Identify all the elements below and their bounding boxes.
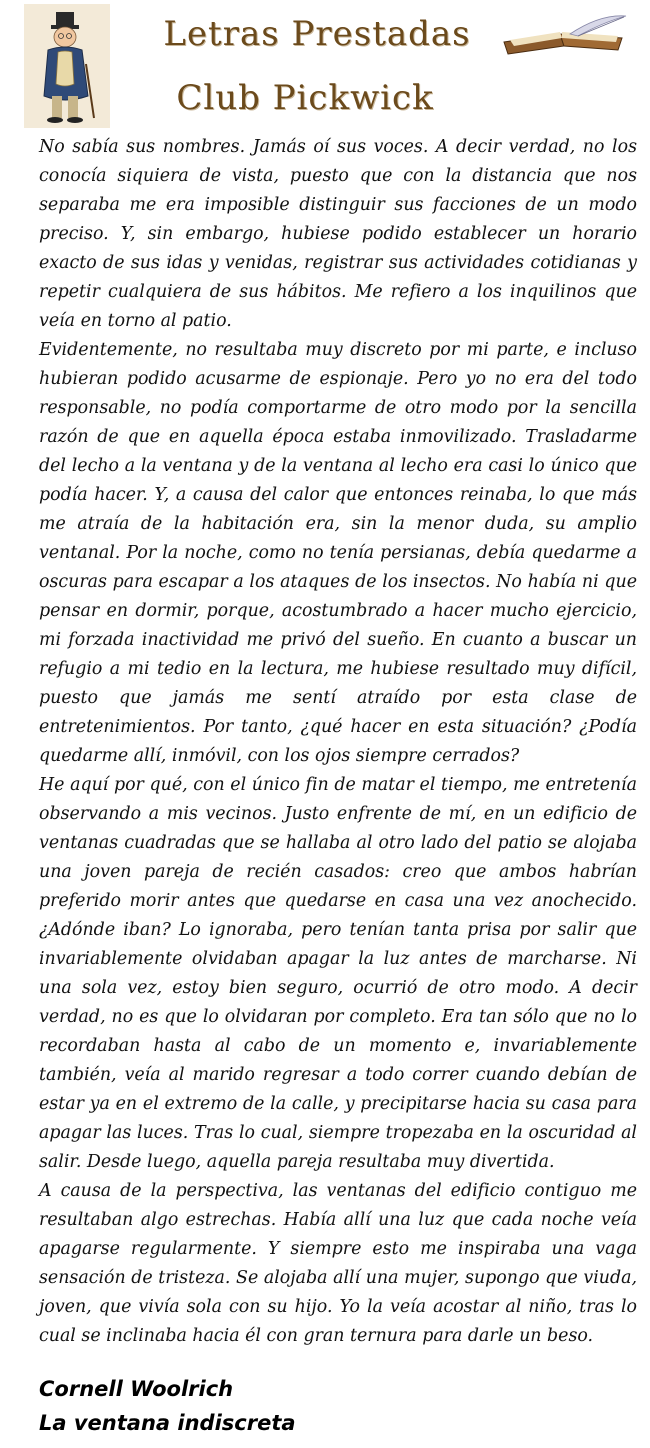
open-book-quill-icon — [500, 12, 630, 62]
header-title-line1: Letras Prestadas — [163, 14, 471, 54]
page-header — [0, 0, 650, 128]
paragraph-1: No sabía sus nombres. Jamás oí sus voces. A decir verdad, no los conocía siquiera de vista, puesto que con la distancia que nos separaba me era imposible distinguir sus facciones de un modo preciso. Y, sin embargo, hubiese podido establecer un horario exacto de sus idas y venidas, registrar sus actividades cotidianas y repetir cualquiera de sus hábitos. Me refiero a los inquilinos que veía en torno al patio. — [39, 137, 637, 331]
work-title: La ventana indiscreta — [39, 1411, 296, 1435]
attribution — [39, 1372, 296, 1440]
paragraph-3: He aquí por qué, con el único fin de matar el tiempo, me entretenía observando a mis vecinos. Justo enfrente de mí, en un edificio de ventanas cuadradas que se hallaba al otro lado del patio se alojaba una joven pareja de recién casados: creo que ambos habrían preferido morir antes que quedarse en casa una vez anochecido. ¿Adónde iban? Lo ignoraba, pero tenían tanta prisa por salir que invariablemente olvidaban apagar la luz antes de marcharse. Ni una sola vez, estoy bien seguro, ocurrió de otro modo. A decir verdad, no es que lo olvidaran por completo. Era tan sólo que no lo recordaban hasta al cabo de un momento e, invariablemente también, veía al marido regresar a todo correr cuando debían de estar ya en el extremo de la calle, y precipitarse hacia su casa para apagar las luces. Tras lo cual, siempre tropezaba en la oscuridad al salir. Desde luego, aquella pareja resultaba muy divertida. — [39, 775, 637, 1172]
paragraph-4: A causa de la perspectiva, las ventanas del edificio contiguo me resultaban algo estrechas. Había allí una luz que cada noche veía apagarse regularmente. Y siempre esto me inspiraba una vaga sensación de tristeza. Se alojaba allí una mujer, supongo que viuda, joven, que vivía sola con su hijo. Yo la veía acostar al niño, tras lo cual se inclinaba hacia él con gran ternura para darle un beso. — [39, 1181, 637, 1346]
header-title-line2: Club Pickwick — [176, 78, 434, 118]
author-name: Cornell Woolrich — [39, 1377, 234, 1401]
story-excerpt — [39, 133, 637, 1351]
paragraph-2: Evidentemente, no resultaba muy discreto por mi parte, e incluso hubieran podido acusarme de espionaje. Pero yo no era del todo responsable, no podía comportarme de otro modo por la sencilla razón de que en aquella época estaba inmovilizado. Trasladarme del lecho a la ventana y de la ventana al lecho era casi lo único que podía hacer. Y, a causa del calor que entonces reinaba, lo que más me atraía de la habitación era, sin la menor duda, su amplio ventanal. Por la noche, como no tenía persianas, debía quedarme a oscuras para escapar a los ataques de los insectos. No había ni que pensar en dormir, porque, acostumbrado a hacer mucho ejercicio, mi forzada inactividad me privó del sueño. En cuanto a buscar un refugio a mi tedio en la lectura, me hubiese resultado muy difícil, puesto que jamás me sentí atraído por esta clase de entretenimientos. Por tanto, ¿qué hacer en esta situación? ¿Podía quedarme allí, inmóvil, con los ojos siempre cerrados? — [39, 340, 637, 766]
